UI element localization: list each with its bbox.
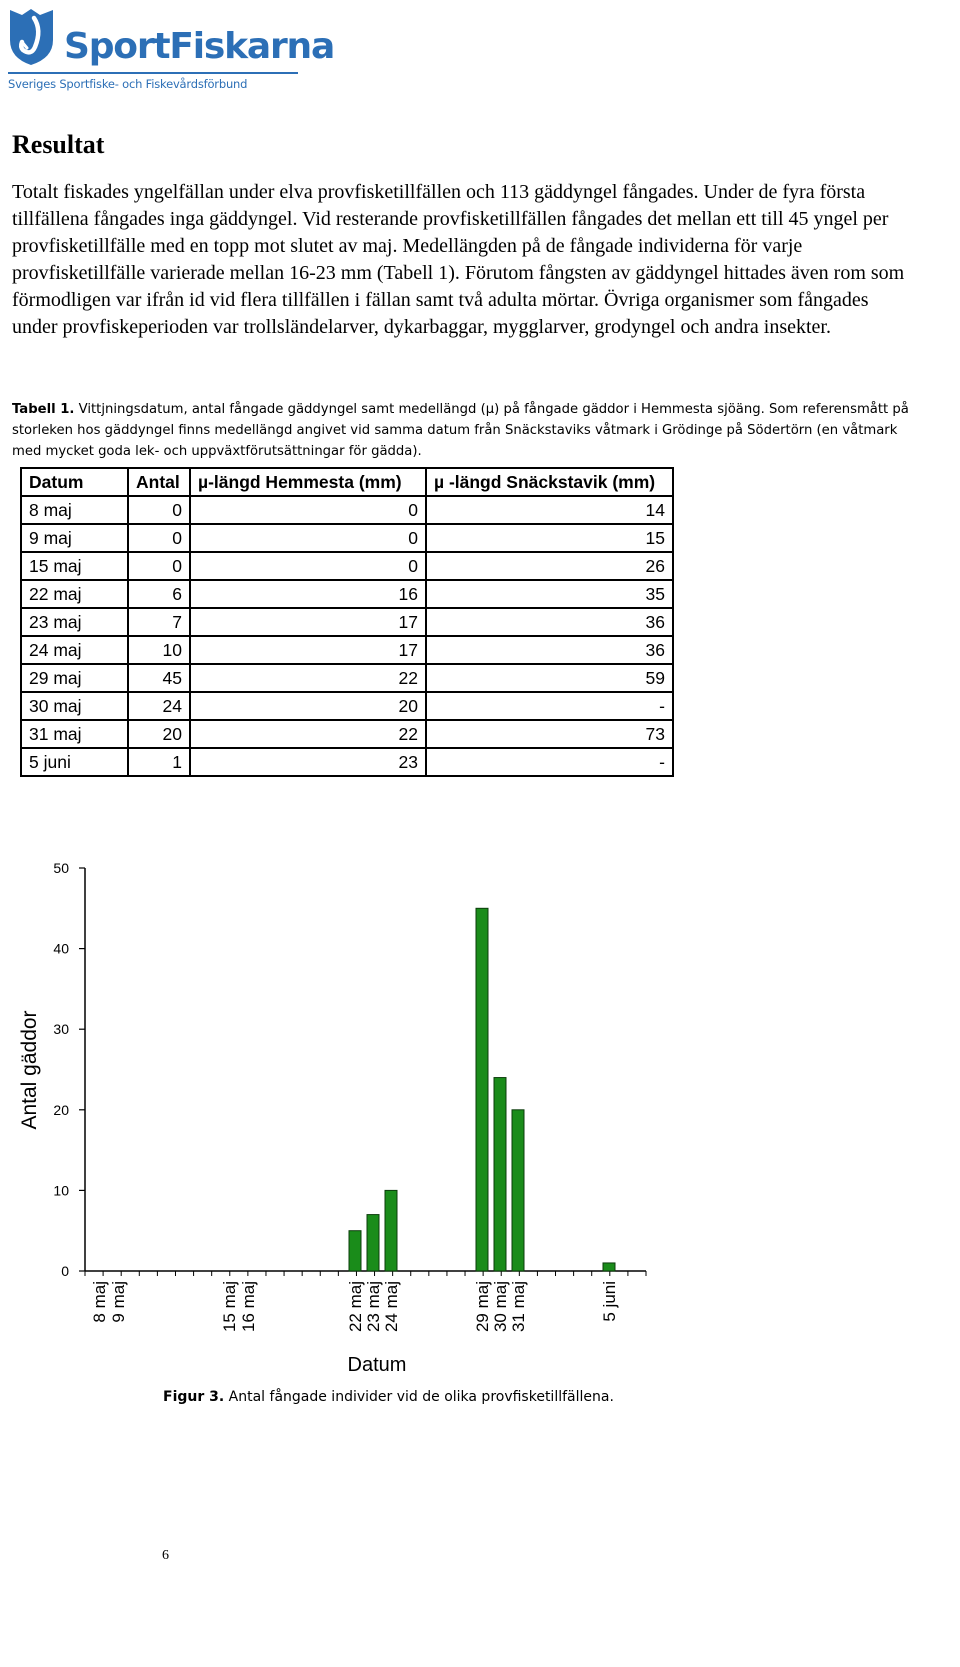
cell-antal: 45: [128, 664, 190, 692]
bar-5-juni: [603, 1263, 615, 1271]
table-body: [21, 496, 673, 776]
chart-labels: [18, 860, 619, 1376]
chart-axes: [79, 868, 646, 1276]
x-tick-label: 23 maj: [364, 1281, 383, 1333]
section-heading: Resultat: [12, 130, 105, 159]
cell-langd-snackstavik: 15: [426, 524, 673, 552]
cell-antal: 24: [128, 692, 190, 720]
results-table: [20, 467, 674, 777]
bar-29-maj: [476, 908, 488, 1271]
table-row: [21, 496, 673, 524]
table-row: [21, 720, 673, 748]
table-row: [21, 608, 673, 636]
table-row: [21, 524, 673, 552]
bar-22-maj: [349, 1231, 361, 1271]
cell-langd-snackstavik: 59: [426, 664, 673, 692]
cell-langd-hemmesta: 0: [190, 552, 426, 580]
cell-langd-snackstavik: 14: [426, 496, 673, 524]
x-tick-label: 31 maj: [509, 1281, 528, 1333]
x-tick-label: 15 maj: [220, 1281, 239, 1333]
cell-antal: 0: [128, 496, 190, 524]
sportfiskarna-logo: [8, 6, 335, 91]
x-tick-label: 16 maj: [239, 1281, 258, 1333]
bar-31-maj: [512, 1110, 524, 1271]
cell-datum: 15 maj: [21, 552, 128, 580]
x-tick-label: 22 maj: [346, 1281, 365, 1333]
cell-antal: 6: [128, 580, 190, 608]
cell-langd-hemmesta: 17: [190, 608, 426, 636]
x-tick-label: 5 juni: [600, 1281, 619, 1322]
cell-langd-snackstavik: -: [426, 692, 673, 720]
y-tick-label: 40: [53, 940, 69, 957]
figure-caption-text: Antal fångade individer vid de olika provfisketillfällena.: [224, 1389, 614, 1405]
cell-langd-snackstavik: 35: [426, 580, 673, 608]
chart-bars: [349, 908, 615, 1271]
fish-logo-icon: [8, 6, 55, 66]
logo-name: SportFiskarna: [64, 26, 335, 67]
figure-caption: [163, 1389, 614, 1405]
cell-antal: 1: [128, 748, 190, 776]
cell-langd-snackstavik: 26: [426, 552, 673, 580]
bar-chart: [0, 830, 960, 1390]
y-tick-label: 50: [53, 860, 69, 876]
logo-tagline: Sveriges Sportfiske- och Fiskevårdsförbund: [8, 77, 248, 91]
cell-datum: 31 maj: [21, 720, 128, 748]
cell-langd-snackstavik: -: [426, 748, 673, 776]
table-caption-text: Vittjningsdatum, antal fångade gäddyngel samt medellängd (µ) på fångade gäddor i Hemmesta sjöäng. Som referensmått på storleken hos gäddyngel finns medellängd angivet vid samma datum från Snäckstaviks våtmark i Grödinge på Södertörn (en våtmark med mycket goda lek- och uppväxtförutsättningar för gädda).: [12, 402, 909, 459]
y-axis-title: Antal gäddor: [18, 1010, 41, 1130]
y-tick-label: 10: [53, 1182, 69, 1199]
header-langd-snackstavik: µ -längd Snäckstavik (mm): [426, 468, 673, 496]
y-tick-label: 0: [61, 1263, 69, 1279]
header-datum: Datum: [21, 468, 128, 496]
figure-caption-label: Figur 3.: [163, 1389, 225, 1405]
cell-langd-hemmesta: 22: [190, 664, 426, 692]
table-caption-label: Tabell 1.: [12, 402, 75, 417]
x-axis-title: Datum: [347, 1354, 407, 1376]
cell-langd-hemmesta: 22: [190, 720, 426, 748]
page-number: 6: [162, 1548, 169, 1563]
x-tick-label: 8 maj: [90, 1281, 109, 1323]
cell-antal: 0: [128, 552, 190, 580]
bar-30-maj: [494, 1078, 506, 1271]
table-row: [21, 580, 673, 608]
cell-datum: 23 maj: [21, 608, 128, 636]
x-tick-label: 29 maj: [473, 1281, 492, 1333]
cell-datum: 9 maj: [21, 524, 128, 552]
cell-langd-snackstavik: 36: [426, 608, 673, 636]
body-paragraph: Totalt fiskades yngelfällan under elva provfisketillfällen och 113 gäddyngel fångades. Under de fyra första tillfällena fångades inga gäddyngel. Vid resterande provfisketillfällen fångades det mellan ett till 45 yngel per provfisketillfälle med en topp mot slutet av maj. Medellängden på de fångade individerna för varje provfisketillfälle varierade mellan 16-23 mm (Tabell 1). Förutom fångsten av gäddyngel hittades även rom som förmodligen var ifrån id vid flera tillfällen i fällan samt två adulta mörtar. Övriga organismer som fångades under provfiskeperioden var trollsländelarver, dykarbaggar, mygglarver, grodyngel och andra insekter.: [12, 181, 905, 338]
cell-datum: 8 maj: [21, 496, 128, 524]
y-tick-label: 30: [53, 1021, 69, 1038]
y-tick-label: 20: [53, 1101, 69, 1118]
table-row: [21, 664, 673, 692]
cell-langd-hemmesta: 23: [190, 748, 426, 776]
cell-antal: 7: [128, 608, 190, 636]
cell-antal: 0: [128, 524, 190, 552]
header-antal: Antal: [128, 468, 190, 496]
table-row: [21, 636, 673, 664]
cell-langd-snackstavik: 73: [426, 720, 673, 748]
cell-datum: 22 maj: [21, 580, 128, 608]
bar-24-maj: [385, 1190, 397, 1271]
cell-antal: 20: [128, 720, 190, 748]
cell-antal: 10: [128, 636, 190, 664]
table-row: [21, 552, 673, 580]
table-row: [21, 692, 673, 720]
cell-datum: 30 maj: [21, 692, 128, 720]
logo-divider: [8, 72, 298, 74]
cell-langd-hemmesta: 20: [190, 692, 426, 720]
cell-datum: 5 juni: [21, 748, 128, 776]
cell-datum: 29 maj: [21, 664, 128, 692]
header-langd-hemmesta: µ-längd Hemmesta (mm): [190, 468, 426, 496]
cell-langd-hemmesta: 0: [190, 496, 426, 524]
x-tick-label: 9 maj: [109, 1281, 128, 1323]
x-tick-label: 24 maj: [382, 1281, 401, 1333]
table-caption: [12, 399, 912, 462]
cell-langd-snackstavik: 36: [426, 636, 673, 664]
table-row: [21, 748, 673, 776]
cell-langd-hemmesta: 17: [190, 636, 426, 664]
table-header-row: [21, 468, 673, 496]
x-tick-label: 30 maj: [491, 1281, 510, 1333]
bar-23-maj: [367, 1215, 379, 1271]
cell-langd-hemmesta: 16: [190, 580, 426, 608]
cell-langd-hemmesta: 0: [190, 524, 426, 552]
cell-datum: 24 maj: [21, 636, 128, 664]
